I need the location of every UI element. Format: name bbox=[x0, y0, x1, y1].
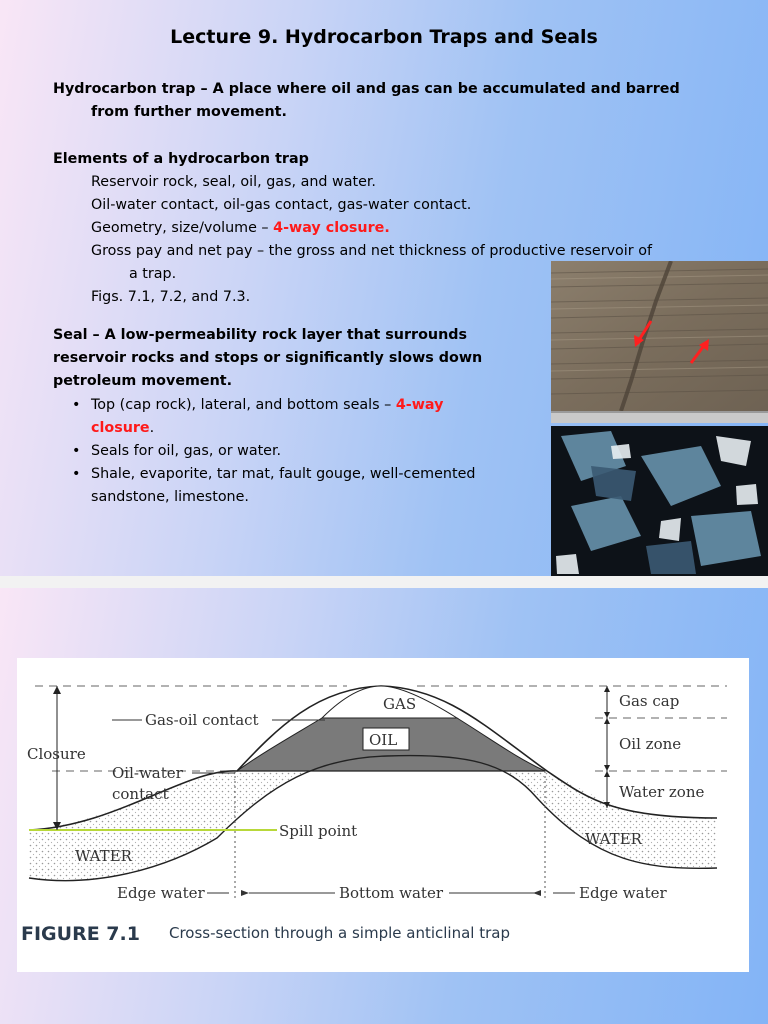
label-edge-water-left: Edge water bbox=[117, 884, 205, 902]
closure-highlight: closure bbox=[91, 420, 150, 436]
figure-number: FIGURE 7.1 bbox=[21, 923, 140, 945]
slide-figure bbox=[0, 588, 768, 1024]
seal-bullet-3-line2: sandstone, limestone. bbox=[91, 489, 249, 505]
seal-bullet-1-period: . bbox=[149, 420, 155, 436]
label-gas-oil-contact: Gas-oil contact bbox=[145, 711, 259, 729]
seal-bullet-3-line1: Shale, evaporite, tar mat, fault gouge, well-cemented bbox=[91, 466, 476, 482]
label-water-zone: Water zone bbox=[619, 783, 705, 801]
elements-item-3 bbox=[91, 217, 390, 240]
seal-bullet-1-line1 bbox=[91, 394, 443, 417]
seal-bullet-1-line2 bbox=[91, 417, 154, 440]
slide-title: Lecture 9. Hydrocarbon Traps and Seals bbox=[170, 26, 598, 48]
elements-item-3-text: Geometry, size/volume – bbox=[91, 220, 274, 236]
seal-bullet-2: Seals for oil, gas, or water. bbox=[91, 443, 282, 459]
label-oil-water-contact-2: contact bbox=[112, 785, 169, 803]
bullet-glyph: • bbox=[72, 397, 81, 413]
label-oil-water-contact-1: Oil-water bbox=[112, 764, 183, 782]
trap-definition-line2: from further movement. bbox=[91, 104, 287, 120]
label-spill-point: Spill point bbox=[279, 822, 358, 840]
seal-definition-line2: reservoir rocks and stops or significantly slows down bbox=[53, 350, 483, 366]
label-water-left: WATER bbox=[75, 847, 132, 865]
label-gas: GAS bbox=[383, 695, 417, 713]
elements-item-5: Figs. 7.1, 7.2, and 7.3. bbox=[91, 289, 251, 305]
thin-section-photo bbox=[551, 426, 768, 576]
label-oil: OIL bbox=[369, 731, 398, 749]
elements-item-4-line2: a trap. bbox=[129, 266, 177, 282]
elements-item-1: Reservoir rock, seal, oil, gas, and water. bbox=[91, 174, 376, 190]
label-gas-cap: Gas cap bbox=[619, 692, 680, 710]
figure-caption: Cross-section through a simple anticlinal trap bbox=[169, 924, 510, 942]
elements-heading: Elements of a hydrocarbon trap bbox=[53, 151, 309, 167]
elements-item-2: Oil-water contact, oil-gas contact, gas-water contact. bbox=[91, 197, 472, 213]
four-way-closure-highlight: 4-way closure. bbox=[273, 220, 390, 236]
label-closure: Closure bbox=[27, 745, 86, 763]
seal-definition-line3: petroleum movement. bbox=[53, 373, 233, 389]
label-bottom-water: Bottom water bbox=[339, 884, 443, 902]
outcrop-photo bbox=[551, 261, 768, 423]
seal-bullet-1-text: Top (cap rock), lateral, and bottom seals – bbox=[91, 397, 396, 413]
four-way-highlight: 4-way bbox=[395, 397, 444, 413]
elements-item-4-line1: Gross pay and net pay – the gross and net thickness of productive reservoir of bbox=[91, 243, 652, 259]
label-edge-water-right: Edge water bbox=[579, 884, 667, 902]
label-water-right: WATER bbox=[585, 830, 642, 848]
trap-definition-line1: Hydrocarbon trap – A place where oil and gas can be accumulated and barred bbox=[53, 81, 680, 97]
anticline-figure bbox=[17, 658, 749, 972]
label-oil-zone: Oil zone bbox=[619, 735, 682, 753]
bullet-glyph: • bbox=[72, 466, 81, 482]
seal-definition-line1: Seal – A low-permeability rock layer that surrounds bbox=[53, 327, 468, 343]
bullet-glyph: • bbox=[72, 443, 81, 459]
